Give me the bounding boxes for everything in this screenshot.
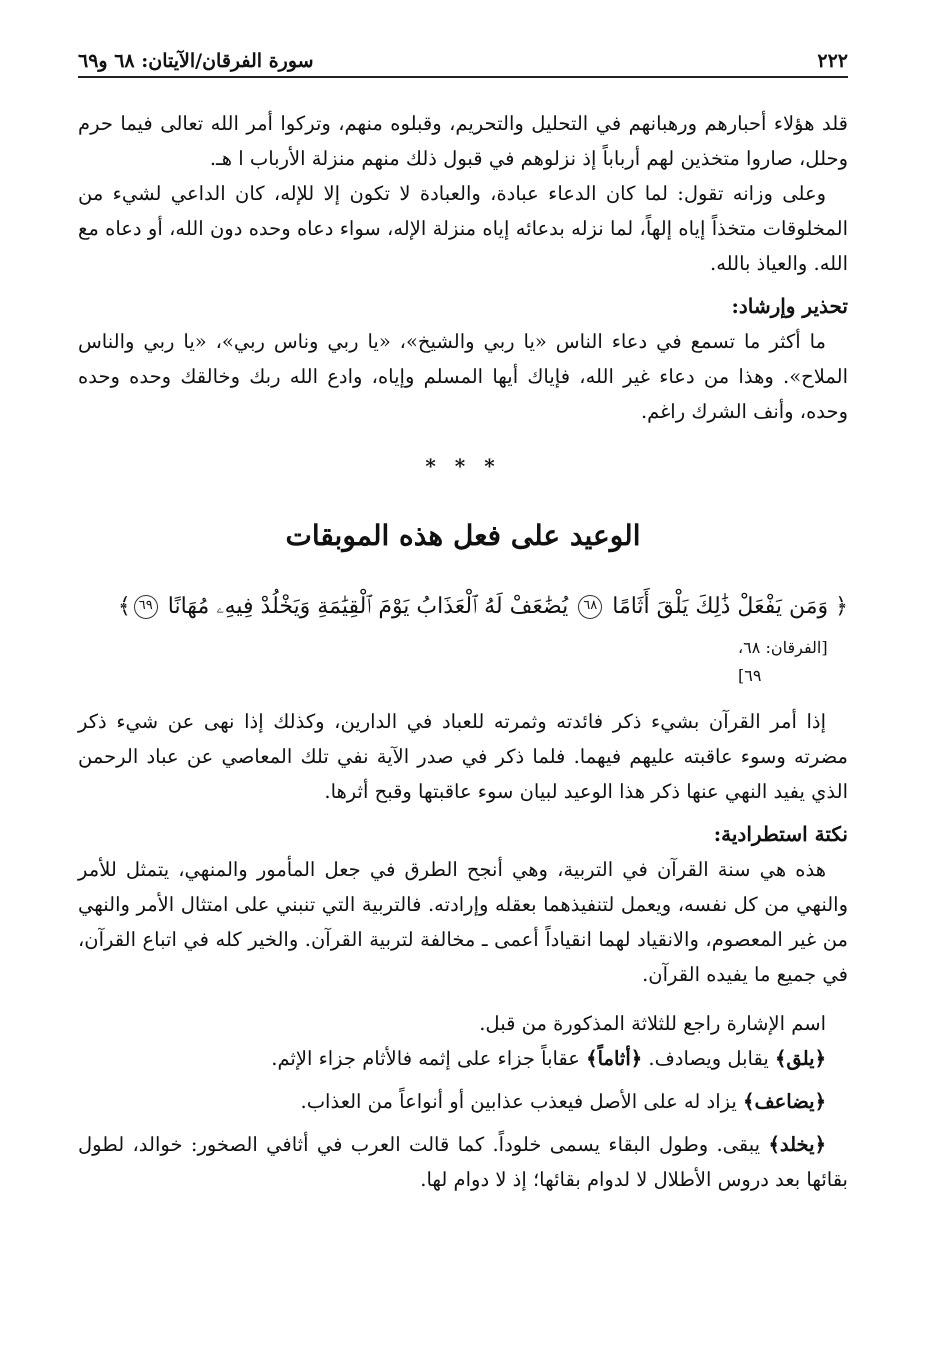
page-header [78, 42, 848, 78]
page-content [78, 106, 848, 1197]
gloss-item [78, 1041, 848, 1076]
page-number: ٢٢٢ [817, 50, 848, 72]
glossary [78, 1006, 848, 1197]
gloss-text: يزاد له على الأصل فيعذب عذابين أو أنواعاً من العذاب. [300, 1090, 744, 1113]
quran-verse [78, 582, 848, 632]
gloss-term: ﴿يضاعف﴾ [743, 1090, 826, 1113]
gloss-text: عقاباً جزاء على إثمه فالأثام جزاء الإثم. [271, 1047, 587, 1070]
verse-text-69: يُضَٰعَفْ لَهُ ٱلْعَذَابُ يَوْمَ ٱلْقِيَٰمَةِ وَيَخْلُدْ فِيهِۦ مُهَانًا [167, 594, 569, 619]
warning-text: ما أكثر ما تسمع في دعاء الناس «يا ربي والشيخ»، «يا ربي وناس ربي»، «يا ربي والناس الملاح». وهذا من دعاء غير الله، فإياك أيها المسلم وإياه، وادع الله ربك وخالقك وحده وحده وحده، وأنف الشرك راغم. [78, 330, 848, 423]
paragraph: إذا أمر القرآن بشيء ذكر فائدته وثمرته للعباد في الدارين، وكذلك إذا نهى عن شيء ذكر مضرته وسوء عاقبته عليهم فيهما. فلما ذكر في صدر الآية نفي تلك المعاصي عن عباد الرحمن الذي يفيد النهي عنها ذكر هذا الوعيد لبيان سوء عاقبتها وقبح أثرها. [78, 710, 848, 803]
paragraph: وعلى وزانه تقول: لما كان الدعاء عبادة، والعبادة لا تكون إلا للإله، كان الداعي لشيء من المخلوقات متخذاً إياه إلهاً، لما نزله بدعائه إياه منزلة الإله، سواء دعاه وحده دون الله، أو دعاه مع الله. والعياذ بالله. [78, 182, 848, 275]
gloss-term: ﴿يلق﴾ [775, 1047, 826, 1070]
digression-text: هذه هي سنة القرآن في التربية، وهي أنجح الطرق في جعل المأمور والمنهي، يتمثل للأمر والنهي من كل نفسه، ويعمل لتنفيذهما بعقله وإرادته. فالتربية التي تنبني على امتثال الأمر والنهي من غير المعصوم، والانقياد لهما انقياداً أعمى ـ مخالفة لتربية القرآن. والخير كله في اتباع القرآن، في جميع ما يفيده القرآن. [78, 858, 848, 986]
verse-reference-text: [الفرقان: ٦٨، ٦٩] [738, 638, 828, 685]
gloss-item [78, 1084, 848, 1119]
verse-number-68: ٦٨ [578, 595, 602, 619]
verse-text-68: وَمَن يَفْعَلْ ذَٰلِكَ يَلْقَ أَثَامًا [612, 594, 829, 619]
verse-reference [78, 634, 848, 690]
section-separator: * * * [425, 454, 501, 478]
gloss-text: اسم الإشارة راجع للثلاثة المذكورة من قبل. [479, 1012, 826, 1035]
digression-heading: نكتة استطرادية: [713, 822, 848, 846]
gloss-term: ﴿يخلد﴾ [768, 1133, 826, 1156]
verse-number-69: ٦٩ [134, 595, 158, 619]
verse-open-bracket: ﴿ [835, 594, 848, 619]
paragraph: قلد هؤلاء أحبارهم ورهبانهم في التحليل والتحريم، وقبلوه منهم، وتركوا أمر الله تعالى فيما حرم وحلل، صاروا متخذين لهم أرباباً إذ نزلوهم في قبول ذلك منهم منزلة الأرباب ا هـ. [78, 112, 848, 170]
gloss-text: يقابل ويصادف. [642, 1047, 775, 1070]
gloss-term: ﴿أثاماً﴾ [586, 1047, 643, 1070]
gloss-text: يبقى. وطول البقاء يسمى خلوداً. كما قالت العرب في أثافي الصخور: خوالد، لطول بقائها بعد دروس الأطلال لا لدوام بقائها؛ إذ لا دوام لها. [78, 1133, 848, 1191]
verse-close-bracket: ﴾ [117, 594, 131, 619]
section-title: الوعيد على فعل هذه الموبقات [285, 519, 641, 552]
gloss-item [78, 1006, 848, 1041]
gloss-item [78, 1127, 848, 1197]
chapter-title: سورة الفرقان/الآيتان: ٦٨ و٦٩ [78, 50, 314, 72]
warning-heading: تحذير وإرشاد: [731, 294, 848, 318]
